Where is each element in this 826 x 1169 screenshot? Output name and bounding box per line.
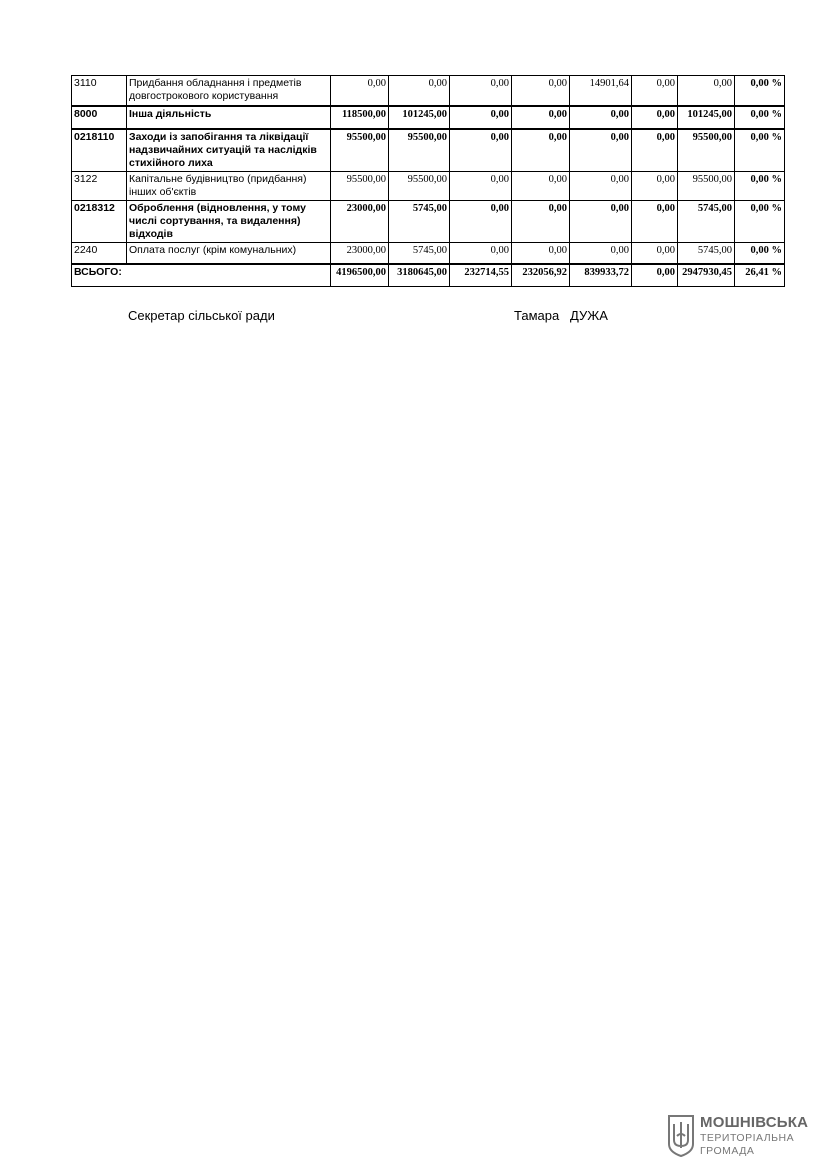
row-value: 0,00 bbox=[632, 200, 678, 242]
row-value: 0,00 bbox=[570, 242, 632, 264]
total-value: 232714,55 bbox=[450, 264, 512, 286]
row-value: 0,00 bbox=[632, 76, 678, 106]
row-value: 0,00 bbox=[632, 171, 678, 200]
row-value: 23000,00 bbox=[331, 200, 389, 242]
row-value: 0,00 bbox=[450, 76, 512, 106]
row-value: 0,00 bbox=[450, 171, 512, 200]
row-percent: 0,00 % bbox=[735, 200, 785, 242]
row-value: 0,00 bbox=[512, 129, 570, 172]
row-percent: 0,00 % bbox=[735, 171, 785, 200]
table-row bbox=[72, 171, 785, 200]
row-value: 95500,00 bbox=[331, 129, 389, 172]
total-label: ВСЬОГО: bbox=[72, 264, 331, 286]
row-value: 5745,00 bbox=[678, 200, 735, 242]
row-value: 95500,00 bbox=[331, 171, 389, 200]
row-name: Капітальне будівництво (придбання) інших об'єктів bbox=[127, 171, 331, 200]
signature-name: Тамара ДУЖА bbox=[514, 308, 608, 323]
table-row bbox=[72, 129, 785, 172]
row-percent: 0,00 % bbox=[735, 129, 785, 172]
row-code: 2240 bbox=[72, 242, 127, 264]
row-value: 5745,00 bbox=[678, 242, 735, 264]
trident-icon bbox=[666, 1114, 696, 1158]
row-name: Заходи із запобігання та ліквідації надзвичайних ситуацій та наслідків стихійного лиха bbox=[127, 129, 331, 172]
row-percent: 0,00 % bbox=[735, 76, 785, 106]
row-value: 0,00 bbox=[450, 129, 512, 172]
row-value: 14901,64 bbox=[570, 76, 632, 106]
total-percent: 26,41 % bbox=[735, 264, 785, 286]
row-code: 3122 bbox=[72, 171, 127, 200]
row-value: 5745,00 bbox=[389, 200, 450, 242]
row-name: Оброблення (відновлення, у тому числі сортування, та видалення) відходів bbox=[127, 200, 331, 242]
table-row bbox=[72, 76, 785, 106]
row-value: 95500,00 bbox=[678, 129, 735, 172]
row-code: 8000 bbox=[72, 106, 127, 129]
total-value: 3180645,00 bbox=[389, 264, 450, 286]
row-value: 0,00 bbox=[512, 242, 570, 264]
row-value: 95500,00 bbox=[678, 171, 735, 200]
row-name: Придбання обладнання і предметів довгострокового користування bbox=[127, 76, 331, 106]
table-row bbox=[72, 106, 785, 129]
row-value: 101245,00 bbox=[678, 106, 735, 129]
row-code: 0218312 bbox=[72, 200, 127, 242]
row-value: 0,00 bbox=[570, 106, 632, 129]
total-value: 2947930,45 bbox=[678, 264, 735, 286]
total-value: 232056,92 bbox=[512, 264, 570, 286]
budget-table bbox=[71, 75, 785, 287]
row-name: Інша діяльність bbox=[127, 106, 331, 129]
row-value: 101245,00 bbox=[389, 106, 450, 129]
total-row bbox=[72, 264, 785, 286]
row-value: 0,00 bbox=[512, 76, 570, 106]
table-row bbox=[72, 200, 785, 242]
row-code: 0218110 bbox=[72, 129, 127, 172]
row-name: Оплата послуг (крім комунальних) bbox=[127, 242, 331, 264]
community-logo bbox=[666, 1114, 816, 1160]
row-value: 95500,00 bbox=[389, 129, 450, 172]
row-value: 95500,00 bbox=[389, 171, 450, 200]
total-value: 4196500,00 bbox=[331, 264, 389, 286]
signature-position: Секретар сільської ради bbox=[128, 308, 275, 323]
row-value: 23000,00 bbox=[331, 242, 389, 264]
total-value: 839933,72 bbox=[570, 264, 632, 286]
total-value: 0,00 bbox=[632, 264, 678, 286]
row-percent: 0,00 % bbox=[735, 106, 785, 129]
table-row bbox=[72, 242, 785, 264]
row-value: 5745,00 bbox=[389, 242, 450, 264]
row-value: 0,00 bbox=[570, 129, 632, 172]
logo-line-2: ТЕРИТОРІАЛЬНА bbox=[700, 1132, 795, 1144]
row-value: 0,00 bbox=[331, 76, 389, 106]
row-value: 0,00 bbox=[570, 200, 632, 242]
logo-line-3: ГРОМАДА bbox=[700, 1145, 755, 1157]
row-percent: 0,00 % bbox=[735, 242, 785, 264]
row-value: 0,00 bbox=[450, 242, 512, 264]
row-value: 0,00 bbox=[632, 106, 678, 129]
row-value: 0,00 bbox=[512, 171, 570, 200]
row-value: 118500,00 bbox=[331, 106, 389, 129]
row-value: 0,00 bbox=[678, 76, 735, 106]
row-value: 0,00 bbox=[512, 200, 570, 242]
row-value: 0,00 bbox=[632, 129, 678, 172]
row-value: 0,00 bbox=[450, 200, 512, 242]
row-value: 0,00 bbox=[632, 242, 678, 264]
logo-line-1: МОШНІВСЬКА bbox=[700, 1114, 809, 1131]
row-value: 0,00 bbox=[389, 76, 450, 106]
row-value: 0,00 bbox=[570, 171, 632, 200]
row-value: 0,00 bbox=[512, 106, 570, 129]
row-code: 3110 bbox=[72, 76, 127, 106]
row-value: 0,00 bbox=[450, 106, 512, 129]
